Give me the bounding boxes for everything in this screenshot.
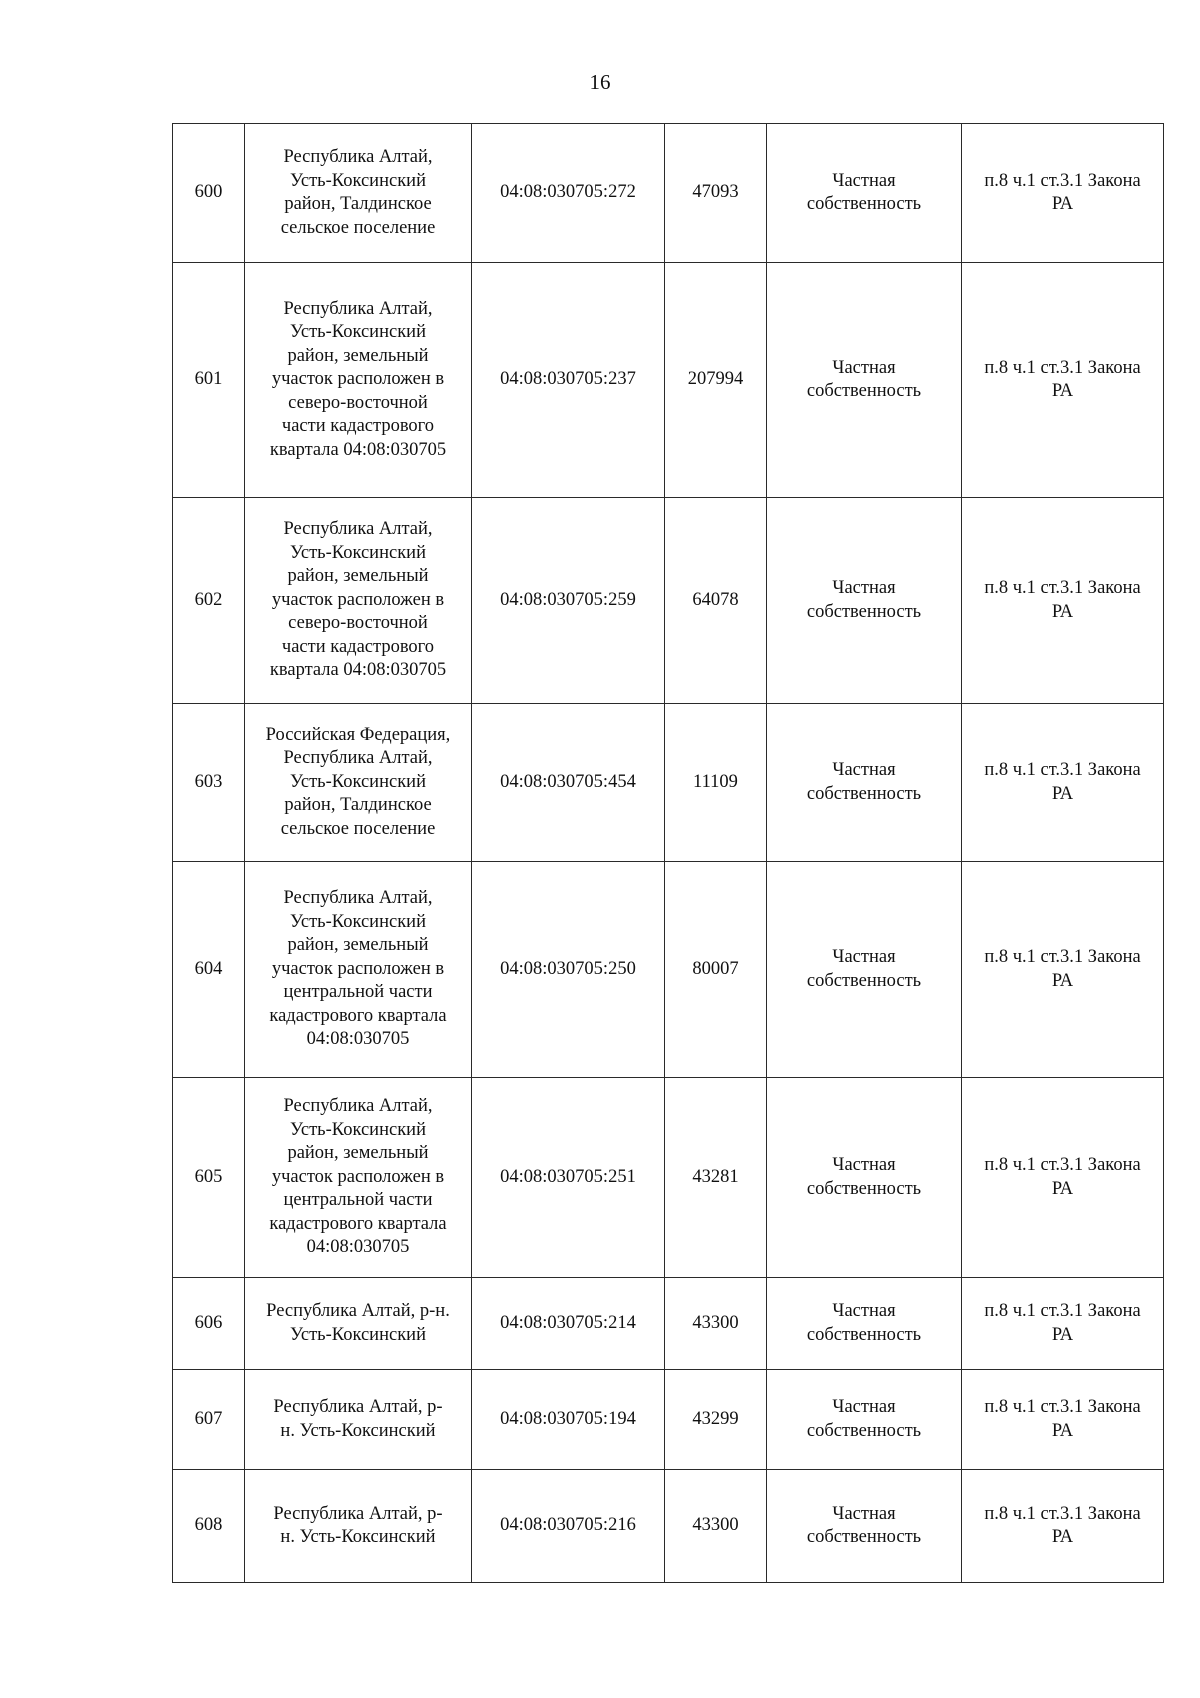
table-row <box>173 1278 1164 1370</box>
area-cell: 43299 <box>665 1370 767 1470</box>
ownership-cell: Частная собственность <box>767 1470 962 1583</box>
cadastral-number-cell: 04:08:030705:259 <box>472 498 665 704</box>
cadastral-number-cell: 04:08:030705:237 <box>472 263 665 498</box>
legal-basis-cell: п.8 ч.1 ст.3.1 Закона РА <box>962 1470 1164 1583</box>
cadastral-number-cell: 04:08:030705:454 <box>472 704 665 862</box>
row-number: 600 <box>173 124 245 263</box>
row-number: 604 <box>173 862 245 1078</box>
area-cell: 207994 <box>665 263 767 498</box>
table-row <box>173 263 1164 498</box>
ownership-cell: Частная собственность <box>767 124 962 263</box>
ownership-cell: Частная собственность <box>767 1278 962 1370</box>
row-number: 608 <box>173 1470 245 1583</box>
legal-basis-cell: п.8 ч.1 ст.3.1 Закона РА <box>962 263 1164 498</box>
row-number: 602 <box>173 498 245 704</box>
cadastral-number-cell: 04:08:030705:251 <box>472 1078 665 1278</box>
table-row <box>173 1370 1164 1470</box>
address-cell: Республика Алтай, Усть-Коксинский район, земельный участок расположен в северо-восточной части кадастрового квартала 04:08:030705 <box>245 498 472 704</box>
row-number: 607 <box>173 1370 245 1470</box>
table-row <box>173 1078 1164 1278</box>
legal-basis-cell: п.8 ч.1 ст.3.1 Закона РА <box>962 1278 1164 1370</box>
table-row <box>173 124 1164 263</box>
cadastral-number-cell: 04:08:030705:272 <box>472 124 665 263</box>
table-row <box>173 704 1164 862</box>
cadastral-number-cell: 04:08:030705:214 <box>472 1278 665 1370</box>
ownership-cell: Частная собственность <box>767 1078 962 1278</box>
land-plots-table <box>172 123 1164 1583</box>
area-cell: 64078 <box>665 498 767 704</box>
row-number: 603 <box>173 704 245 862</box>
address-cell: Республика Алтай, р- н. Усть-Коксинский <box>245 1370 472 1470</box>
table-row <box>173 862 1164 1078</box>
area-cell: 11109 <box>665 704 767 862</box>
row-number: 605 <box>173 1078 245 1278</box>
area-cell: 80007 <box>665 862 767 1078</box>
table-row <box>173 1470 1164 1583</box>
address-cell: Республика Алтай, Усть-Коксинский район, земельный участок расположен в северо-восточной части кадастрового квартала 04:08:030705 <box>245 263 472 498</box>
area-cell: 43281 <box>665 1078 767 1278</box>
ownership-cell: Частная собственность <box>767 263 962 498</box>
address-cell: Республика Алтай, Усть-Коксинский район, земельный участок расположен в центральной части кадастрового квартала 04:08:030705 <box>245 1078 472 1278</box>
legal-basis-cell: п.8 ч.1 ст.3.1 Закона РА <box>962 704 1164 862</box>
legal-basis-cell: п.8 ч.1 ст.3.1 Закона РА <box>962 1078 1164 1278</box>
address-cell: Республика Алтай, р-н. Усть-Коксинский <box>245 1278 472 1370</box>
ownership-cell: Частная собственность <box>767 704 962 862</box>
legal-basis-cell: п.8 ч.1 ст.3.1 Закона РА <box>962 862 1164 1078</box>
address-cell: Республика Алтай, Усть-Коксинский район, земельный участок расположен в центральной части кадастрового квартала 04:08:030705 <box>245 862 472 1078</box>
area-cell: 43300 <box>665 1470 767 1583</box>
cadastral-number-cell: 04:08:030705:216 <box>472 1470 665 1583</box>
legal-basis-cell: п.8 ч.1 ст.3.1 Закона РА <box>962 124 1164 263</box>
legal-basis-cell: п.8 ч.1 ст.3.1 Закона РА <box>962 1370 1164 1470</box>
cadastral-number-cell: 04:08:030705:250 <box>472 862 665 1078</box>
table-row <box>173 498 1164 704</box>
page-number: 16 <box>589 70 611 94</box>
legal-basis-cell: п.8 ч.1 ст.3.1 Закона РА <box>962 498 1164 704</box>
ownership-cell: Частная собственность <box>767 862 962 1078</box>
address-cell: Российская Федерация, Республика Алтай, Усть-Коксинский район, Талдинское сельское поселение <box>245 704 472 862</box>
area-cell: 47093 <box>665 124 767 263</box>
area-cell: 43300 <box>665 1278 767 1370</box>
row-number: 601 <box>173 263 245 498</box>
ownership-cell: Частная собственность <box>767 498 962 704</box>
ownership-cell: Частная собственность <box>767 1370 962 1470</box>
address-cell: Республика Алтай, Усть-Коксинский район, Талдинское сельское поселение <box>245 124 472 263</box>
address-cell: Республика Алтай, р- н. Усть-Коксинский <box>245 1470 472 1583</box>
cadastral-number-cell: 04:08:030705:194 <box>472 1370 665 1470</box>
row-number: 606 <box>173 1278 245 1370</box>
